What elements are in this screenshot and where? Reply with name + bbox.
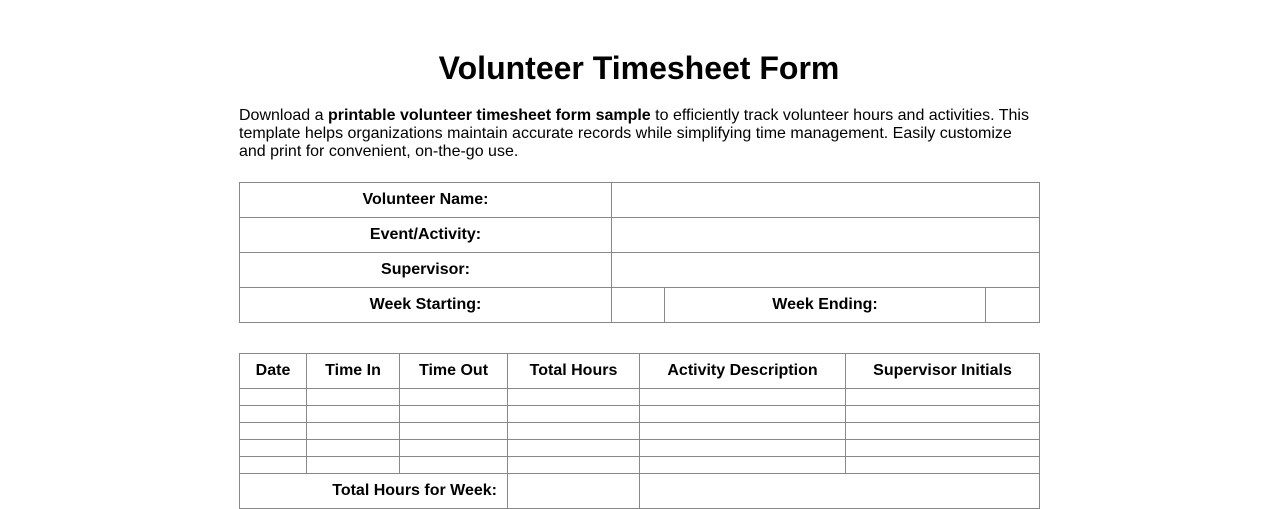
activity-cell[interactable] xyxy=(640,457,846,474)
total-hours-cell[interactable] xyxy=(508,440,640,457)
total-hours-cell[interactable] xyxy=(508,423,640,440)
activity-cell[interactable] xyxy=(640,440,846,457)
date-cell[interactable] xyxy=(240,406,307,423)
intro-bold: printable volunteer timesheet form sample xyxy=(327,107,651,124)
header-total-hours: Total Hours xyxy=(508,354,640,389)
date-cell[interactable] xyxy=(240,423,307,440)
total-hours-cell[interactable] xyxy=(508,457,640,474)
volunteer-name-field[interactable] xyxy=(612,183,1040,218)
week-ending-label: Week Ending: xyxy=(665,288,986,323)
event-row xyxy=(240,218,1040,253)
table-row xyxy=(240,440,1040,457)
total-hours-field[interactable] xyxy=(508,474,640,509)
week-ending-field[interactable] xyxy=(986,288,1040,323)
date-cell[interactable] xyxy=(240,457,307,474)
time-in-cell[interactable] xyxy=(307,389,400,406)
activity-cell[interactable] xyxy=(640,423,846,440)
date-cell[interactable] xyxy=(240,440,307,457)
hours-log-table xyxy=(239,353,1040,509)
intro-paragraph xyxy=(239,107,1039,161)
week-starting-label: Week Starting: xyxy=(240,288,612,323)
header-time-out: Time Out xyxy=(400,354,508,389)
header-activity-description: Activity Description xyxy=(640,354,846,389)
activity-cell[interactable] xyxy=(640,389,846,406)
total-hours-cell[interactable] xyxy=(508,389,640,406)
initials-cell[interactable] xyxy=(846,423,1040,440)
total-hours-cell[interactable] xyxy=(508,406,640,423)
log-header-row xyxy=(240,354,1040,389)
event-label: Event/Activity: xyxy=(240,218,612,253)
table-row xyxy=(240,457,1040,474)
time-in-cell[interactable] xyxy=(307,440,400,457)
header-supervisor-initials: Supervisor Initials xyxy=(846,354,1040,389)
time-out-cell[interactable] xyxy=(400,423,508,440)
supervisor-row xyxy=(240,253,1040,288)
page-title: Volunteer Timesheet Form xyxy=(438,50,840,86)
time-out-cell[interactable] xyxy=(400,440,508,457)
table-row xyxy=(240,389,1040,406)
time-in-cell[interactable] xyxy=(307,406,400,423)
week-starting-field[interactable] xyxy=(612,288,665,323)
volunteer-name-label: Volunteer Name: xyxy=(240,183,612,218)
initials-cell[interactable] xyxy=(846,389,1040,406)
table-row xyxy=(240,406,1040,423)
total-hours-row xyxy=(240,474,1040,509)
total-hours-label: Total Hours for Week: xyxy=(240,474,508,509)
time-out-cell[interactable] xyxy=(400,406,508,423)
total-row-blank xyxy=(640,474,1040,509)
week-row xyxy=(240,288,1040,323)
supervisor-field[interactable] xyxy=(612,253,1040,288)
intro-prefix: Download a xyxy=(239,107,328,124)
intro-suffix: to efficiently track volunteer hours and activities. This template helps organizations maintain accurate records while simplifying time management. Easily customize and print for convenient, on-the-go use. xyxy=(239,107,1029,160)
initials-cell[interactable] xyxy=(846,406,1040,423)
supervisor-label: Supervisor: xyxy=(240,253,612,288)
time-in-cell[interactable] xyxy=(307,457,400,474)
header-date: Date xyxy=(240,354,307,389)
initials-cell[interactable] xyxy=(846,440,1040,457)
event-field[interactable] xyxy=(612,218,1040,253)
initials-cell[interactable] xyxy=(846,457,1040,474)
table-row xyxy=(240,423,1040,440)
header-time-in: Time In xyxy=(307,354,400,389)
time-out-cell[interactable] xyxy=(400,389,508,406)
time-out-cell[interactable] xyxy=(400,457,508,474)
activity-cell[interactable] xyxy=(640,406,846,423)
volunteer-name-row xyxy=(240,183,1040,218)
date-cell[interactable] xyxy=(240,389,307,406)
time-in-cell[interactable] xyxy=(307,423,400,440)
volunteer-info-table xyxy=(239,182,1040,323)
